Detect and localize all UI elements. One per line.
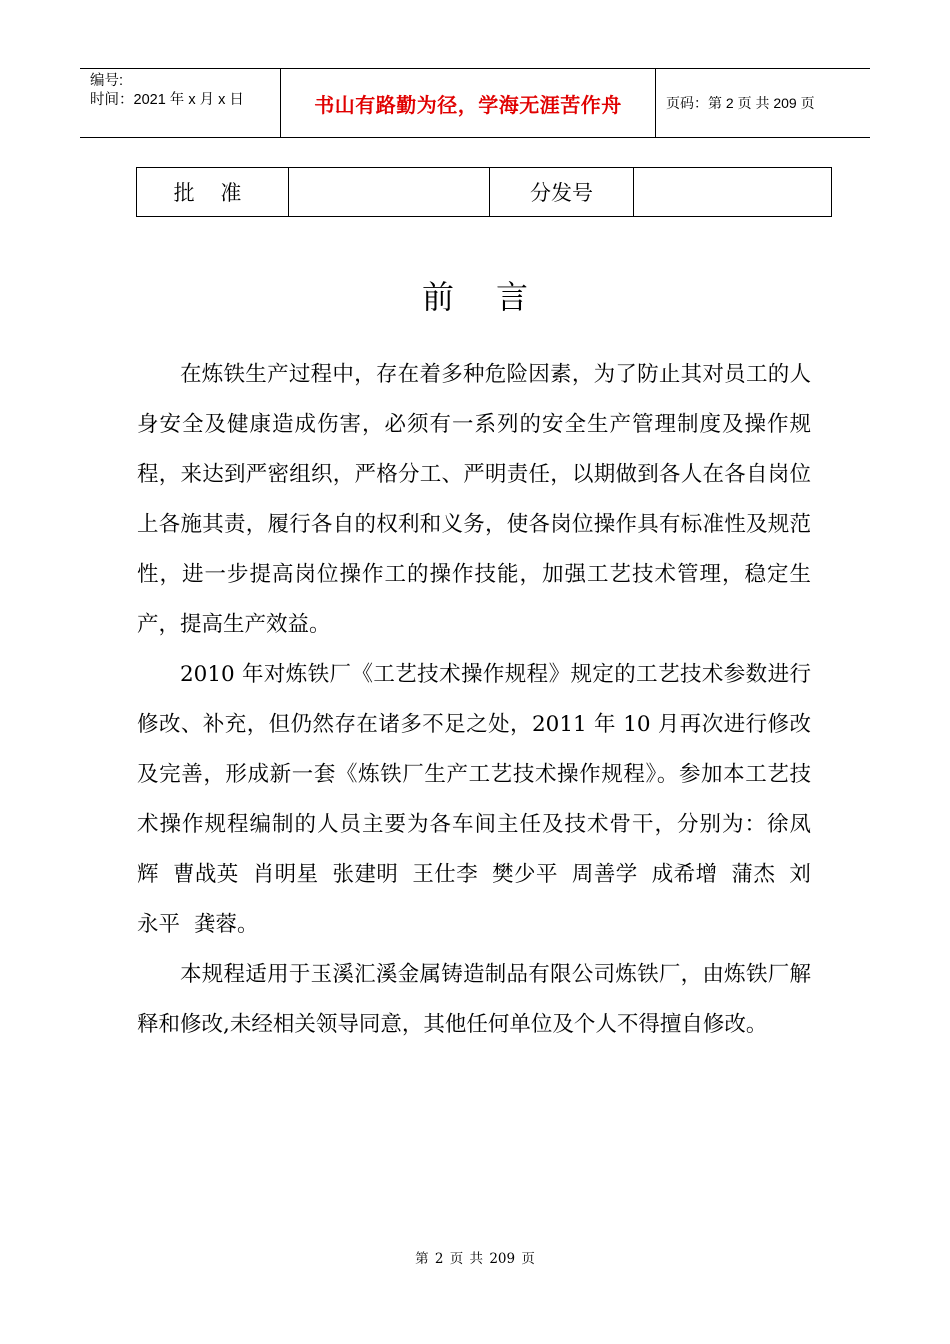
approve-label: 批 准 (137, 168, 289, 217)
document-time-label: 时间：2021 年 x 月 x 日 (90, 92, 244, 108)
author-name: 肖明星 (252, 862, 319, 887)
author-name: 蒲杰 (731, 862, 776, 887)
author-name-last: 龚蓉。 (194, 912, 259, 937)
page-footer: 第 2 页 共 209 页 (415, 1251, 535, 1267)
paragraph-history-text: 2010 年对炼铁厂《工艺技术操作规程》规定的工艺技术参数进行修改、补充，但仍然存在诸多不足之处，2011 年 10 月再次进行修改及完善，形成新一套《炼铁厂生产工艺技术操作规程》。参加本工艺技术操作规程编制的人员主要为各车间主任及技术骨干，分别为： (137, 662, 811, 837)
paragraph-scope: 本规程适用于玉溪汇溪金属铸造制品有限公司炼铁厂，由炼铁厂解释和修改,未经相关领导同意，其他任何单位及个人不得擅自修改。 (137, 962, 811, 1037)
header-page-number: 页码：第 2 页 共 209 页 (666, 95, 815, 111)
distribution-value (634, 168, 832, 217)
author-name: 王仕李 (412, 862, 479, 887)
author-name: 张建明 (332, 862, 399, 887)
author-name: 曹战英 (172, 862, 239, 887)
distribution-label: 分发号 (490, 168, 634, 217)
paragraph-intro: 在炼铁生产过程中，存在着多种危险因素，为了防止其对员工的人身安全及健康造成伤害，必须有一系列的安全生产管理制度及操作规程，来达到严密组织，严格分工、严明责任，以期做到各人在各自岗位上各施其责，履行各自的权利和义务，使各岗位操作具有标准性及规范性，进一步提高岗位操作工的操作技能，加强工艺技术管理，稳定生产，提高生产效益。 (137, 362, 811, 637)
header-motto: 书山有路勤为径，学海无涯苦作舟 (280, 69, 656, 137)
approval-table (136, 167, 832, 217)
author-name: 成希增 (651, 862, 718, 887)
document-number-label: 编号: (90, 73, 124, 89)
author-name: 徐凤辉 (137, 812, 811, 887)
approve-value (289, 168, 490, 217)
author-name: 樊少平 (492, 862, 558, 887)
author-name: 周善学 (571, 862, 638, 887)
approval-row (137, 168, 832, 217)
document-body (137, 350, 811, 1050)
header-meta (80, 69, 280, 137)
author-name: 刘永平 (137, 862, 811, 937)
page-header (80, 68, 870, 138)
page-title: 前言 (421, 278, 570, 316)
paragraph-history (137, 650, 811, 950)
